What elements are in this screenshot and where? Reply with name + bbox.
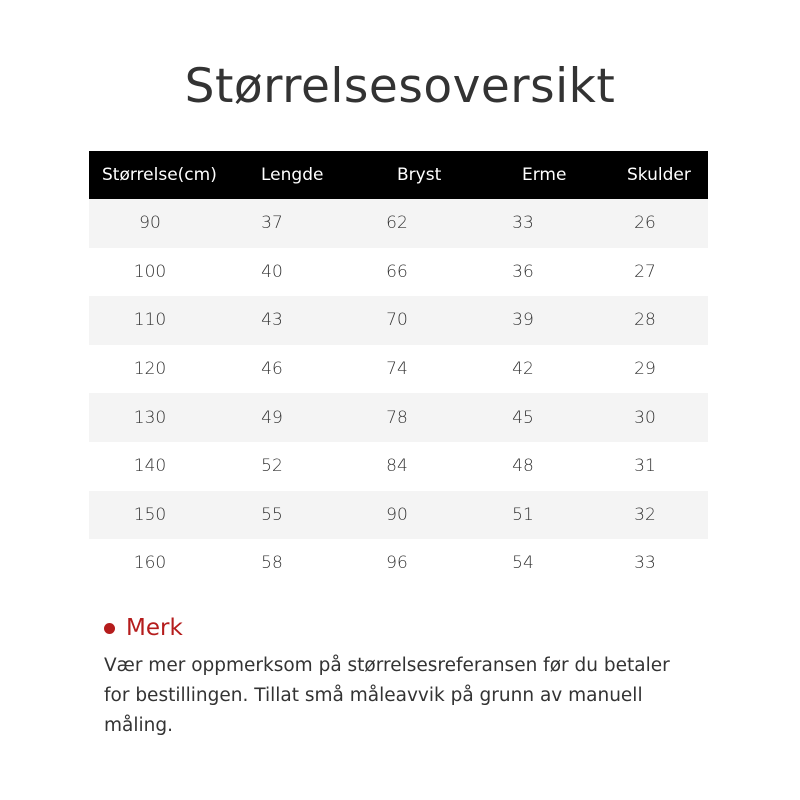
cell-length: 43 bbox=[261, 310, 283, 331]
cell-length: 55 bbox=[261, 504, 283, 525]
table-row bbox=[89, 491, 708, 540]
cell-shoulder: 28 bbox=[634, 310, 656, 331]
cell-shoulder: 33 bbox=[634, 553, 656, 574]
table-body bbox=[89, 199, 708, 588]
cell-size: 130 bbox=[133, 407, 167, 428]
cell-shoulder: 29 bbox=[634, 359, 656, 380]
cell-length: 58 bbox=[261, 553, 283, 574]
table-row bbox=[89, 199, 708, 248]
header-chest: Bryst bbox=[397, 165, 442, 185]
cell-length: 40 bbox=[261, 261, 283, 282]
note-text: Vær mer oppmerksom på størrelsesreferansen før du betaler for bestillingen. Tillat små måleavvik på grunn av manuell måling. bbox=[104, 655, 670, 736]
cell-length: 46 bbox=[261, 359, 283, 380]
cell-sleeve: 54 bbox=[512, 553, 534, 574]
cell-chest: 96 bbox=[386, 553, 408, 574]
cell-sleeve: 48 bbox=[512, 456, 534, 477]
cell-size: 140 bbox=[133, 456, 167, 477]
table-row bbox=[89, 442, 708, 491]
note-heading bbox=[104, 612, 704, 644]
header-size: Størrelse(cm) bbox=[102, 165, 217, 185]
cell-sleeve: 42 bbox=[512, 359, 534, 380]
table-header bbox=[89, 151, 708, 199]
cell-shoulder: 32 bbox=[634, 504, 656, 525]
cell-chest: 74 bbox=[386, 359, 408, 380]
cell-sleeve: 39 bbox=[512, 310, 534, 331]
size-table bbox=[89, 151, 708, 588]
bullet-dot-icon bbox=[104, 623, 115, 634]
cell-sleeve: 45 bbox=[512, 407, 534, 428]
cell-chest: 70 bbox=[386, 310, 408, 331]
cell-shoulder: 30 bbox=[634, 407, 656, 428]
cell-size: 150 bbox=[133, 504, 167, 525]
cell-chest: 84 bbox=[386, 456, 408, 477]
cell-chest: 90 bbox=[386, 504, 408, 525]
cell-sleeve: 33 bbox=[512, 213, 534, 234]
cell-size: 100 bbox=[133, 261, 167, 282]
table-row bbox=[89, 248, 708, 297]
cell-shoulder: 31 bbox=[634, 456, 656, 477]
table-row bbox=[89, 345, 708, 394]
cell-chest: 62 bbox=[386, 213, 408, 234]
cell-chest: 66 bbox=[386, 261, 408, 282]
cell-size: 90 bbox=[139, 213, 161, 234]
cell-sleeve: 51 bbox=[512, 504, 534, 525]
table-row bbox=[89, 296, 708, 345]
cell-sleeve: 36 bbox=[512, 261, 534, 282]
cell-size: 160 bbox=[133, 553, 167, 574]
header-sleeve: Erme bbox=[522, 165, 567, 185]
header-shoulder: Skulder bbox=[627, 165, 691, 185]
cell-size: 110 bbox=[133, 310, 167, 331]
cell-shoulder: 26 bbox=[634, 213, 656, 234]
cell-length: 52 bbox=[261, 456, 283, 477]
cell-length: 49 bbox=[261, 407, 283, 428]
cell-shoulder: 27 bbox=[634, 261, 656, 282]
header-length: Lengde bbox=[261, 165, 324, 185]
table-row bbox=[89, 393, 708, 442]
page-title: Størrelsesoversikt bbox=[184, 59, 616, 114]
cell-size: 120 bbox=[133, 359, 167, 380]
cell-chest: 78 bbox=[386, 407, 408, 428]
note-title: Merk bbox=[126, 615, 183, 641]
cell-length: 37 bbox=[261, 213, 283, 234]
table-row bbox=[89, 539, 708, 588]
note-section bbox=[104, 612, 704, 741]
